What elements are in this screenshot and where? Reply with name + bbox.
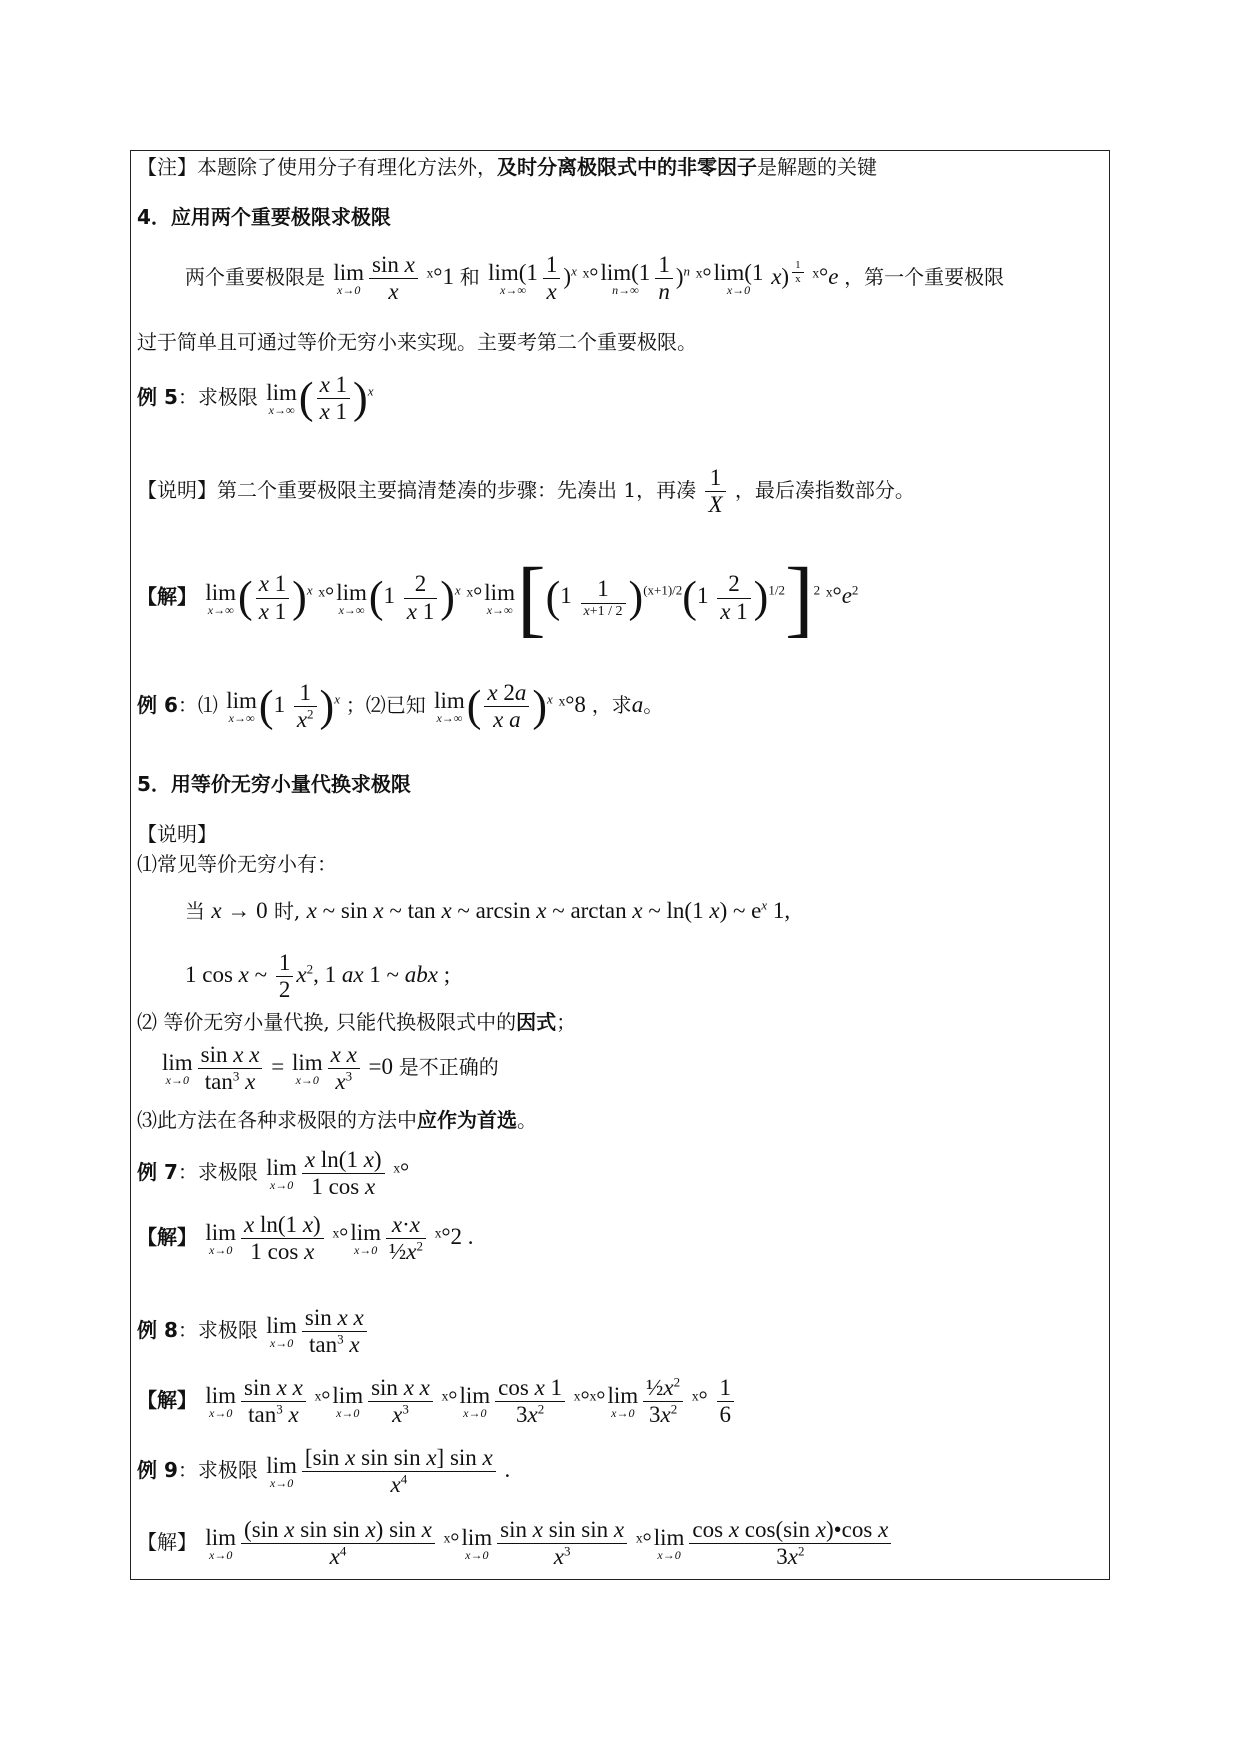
example7-solution-formula: lim x→0 $\frac{\text{x ln(1 x)}}{\text{1 cos x}}$ ˣ° lim x→0 $\frac{x\cdot x}{\frac{1}{2}x^2}$ ˣ°2 . (205, 1212, 474, 1265)
example7-formula: lim x→0 $\frac{\text{x ln(1 x)}}{\text{1 cos x}}$ ˣ° (266, 1147, 410, 1200)
note-emphasis: 及时分离极限式中的非零因子 (497, 155, 757, 179)
example5-solution-line (137, 550, 859, 646)
example6-formula-2: lim x→∞ ( $\frac{x 2a}{\text{x a}}$ )$^x$ ˣ°8 (434, 680, 592, 733)
time-label: 时, (273, 899, 301, 923)
example6-end: 。 (643, 693, 664, 718)
example5-solution-formula: lim x→∞ ( $\frac{x 1}{x 1}$ )$^x$ ˣ° lim x→∞ (1 $\frac{2}{x 1}$ )$^x$ ˣ° lim x→∞ [(1 $\frac{1}{x+1 / 2}$ )$^{(x+1)/2}$(1 $\frac{2}{x 1}$ )$^{1/2}$]$^2$ $ˣ^\circ e^2$ (205, 550, 859, 646)
example9-solution-formula: lim x→0 $\frac{\text{(sin x sin sin x) sin x}}{x^4}$ ˣ° lim x→0 $\frac{\text{sin x sin sin x}}{x^3}$ ˣ° lim x→0 $\frac{\text{cos x cos(sin x)•cos x}}{3x^2}$ (203, 1529, 894, 1554)
note-suffix: 是解题的关键 (757, 155, 877, 179)
example5-explain-prefix: 【说明】第二个重要极限主要搞清楚凑的步骤：先凑出 1，再凑 (137, 478, 697, 503)
example5-formula: lim x→∞ ( $\frac{x 1}{x 1}$ )$^x$ (266, 372, 374, 425)
example7-text: ：求极限 (177, 1160, 258, 1185)
example5-line (137, 372, 373, 426)
example7-solution-line (137, 1212, 474, 1266)
example9-line (137, 1445, 510, 1499)
example6-text-a: ：⑴ (177, 693, 218, 718)
section5-item3 (137, 1108, 537, 1132)
section4-title: 4．应用两个重要极限求极限 (137, 205, 391, 229)
section5-explain-label: 【说明】 (137, 822, 217, 846)
example5-text: ：求极限 (177, 385, 258, 410)
intro-prefix: 两个重要极限是 (185, 265, 325, 290)
example8-formula: lim x→0 $\frac{\text{sin x x}}{\tan^3 x}$ (264, 1317, 369, 1342)
section5-item1: ⑴常见等价无穷小有： (137, 852, 337, 876)
item3-suffix: 。 (517, 1108, 537, 1132)
incorrect-example-line (160, 1042, 499, 1096)
example7-solution-label: 【解】 (137, 1225, 197, 1250)
example6-label: 例 6 (137, 693, 178, 718)
example7-label: 例 7 (137, 1160, 178, 1185)
example6-formula-1: lim x→∞ (1 $\frac{1}{x^2}$ )$^x$ (226, 680, 340, 733)
example9-solution-line (137, 1517, 894, 1571)
incorrect-formula: lim x→0 $\frac{\text{sin x x}}{\tan^3 x}$ = lim x→0 $\frac{\text{x x}}{x^3}$ =0 (162, 1042, 399, 1095)
section5-title: 5．用等价无穷小量代换求极限 (137, 772, 411, 796)
equivalence-chain: x ~ sin x ~ tan x ~ arcsin x ~ arctan x ~ ln(1 x) ~ $e^x$ 1, (306, 897, 791, 923)
example5-label: 例 5 (137, 385, 178, 410)
equivalence-line-1 (185, 897, 790, 925)
example9-formula: lim x→0 $\frac{\text{[sin x sin sin x] sin x}}{x^4}$ . (266, 1445, 511, 1498)
item2-bold: 因式 (516, 1010, 557, 1034)
example5-explain-suffix: ，最后凑指数部分。 (734, 478, 915, 503)
example9-label: 例 9 (137, 1458, 178, 1483)
when-label: 当 (185, 899, 205, 923)
note-prefix: 【注】本题除了使用分子有理化方法外， (137, 155, 497, 179)
example8-solution-formula: lim x→0 $\frac{\text{sin x x}}{\tan^3 x}$ ˣ° lim x→0 $\frac{\text{sin x x}}{x^3}$ ˣ° lim x→0 $\frac{\text{cos x 1}}{3x^2}$ ˣ°ˣ° lim x→0 $\frac{\frac{1}{2}x^2}{3x^2}$ ˣ° $\frac{1}{6}$ (203, 1387, 737, 1412)
note-line (137, 155, 877, 179)
explain-fraction: $\frac{1}{X}$ (702, 477, 728, 502)
intro-and: 和 (459, 265, 480, 290)
incorrect-label: 是不正确的 (398, 1055, 499, 1080)
example6-text-c: ，求 (591, 693, 632, 718)
example9-text: ：求极限 (177, 1458, 258, 1483)
section5-item2 (137, 1010, 576, 1034)
equivalence-line-2 (185, 950, 450, 1004)
example9-solution-label: 【解】 (137, 1530, 197, 1555)
intro-line2: 过于简单且可通过等价无穷小来实现。主要考第二个重要极限。 (137, 330, 697, 354)
example5-solution-label: 【解】 (137, 584, 197, 609)
item3-prefix: ⑶此方法在各种求极限的方法中 (137, 1108, 417, 1132)
example8-solution-line (137, 1375, 737, 1429)
example8-line (137, 1305, 370, 1359)
example6-text-b: ；⑵已知 (345, 693, 426, 718)
intro-suffix: ，第一个重要极限 (844, 265, 1005, 290)
item3-bold: 应作为首选 (417, 1108, 517, 1132)
important-limits-line (185, 252, 1004, 306)
example7-line (137, 1147, 409, 1201)
example6-var: a (631, 692, 644, 718)
equivalence-condition: x → 0 (211, 898, 268, 923)
example8-text: ：求极限 (177, 1318, 258, 1343)
example8-solution-label: 【解】 (137, 1388, 197, 1413)
equivalence-cos: 1 cos x ~ $\frac{1}{2}$ $x^2$, 1 ax 1 ~ abx ; (185, 950, 451, 1003)
limit-formula-2: lim(1 x→∞ $\frac{1}{x}$ )$^x$ ˣ° lim(1 n→∞ $\frac{1}{n}$ )$^n$ ˣ° lim(1 x→0 x) $^{\frac{1}{x}}$ ˣ°e (488, 252, 839, 305)
item2-suffix: ； (556, 1010, 577, 1034)
limit-formula-1: lim x→0 $\frac{\text{sin x}}{x}$ ˣ°1 (333, 252, 460, 305)
item2-prefix: ⑵ 等价无穷小量代换, 只能代换极限式中的 (137, 1010, 517, 1034)
example5-explain-line (137, 465, 915, 519)
example6-line (137, 680, 663, 734)
example8-label: 例 8 (137, 1318, 178, 1343)
